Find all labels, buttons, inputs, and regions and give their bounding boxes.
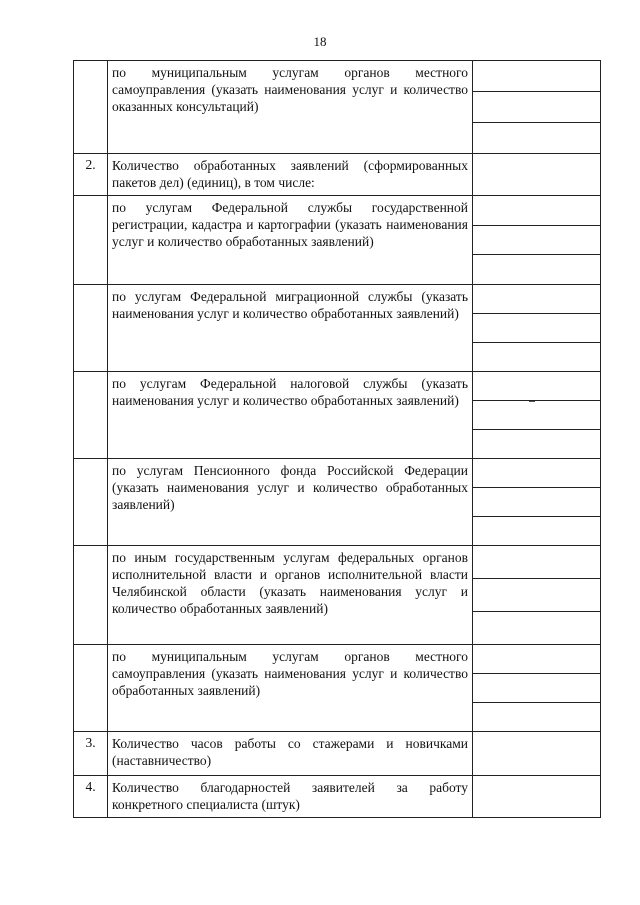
row-number bbox=[74, 196, 108, 285]
table-row bbox=[74, 645, 601, 732]
value-cell[interactable] bbox=[473, 546, 601, 645]
row-number bbox=[74, 372, 108, 459]
row-number bbox=[74, 645, 108, 732]
row-number bbox=[74, 459, 108, 546]
row-label: Количество благодарностей заявителей за работу конкретного специалиста (штук) bbox=[108, 776, 473, 818]
value-cell[interactable] bbox=[473, 372, 601, 459]
page-number: 18 bbox=[313, 34, 327, 49]
table-row bbox=[74, 546, 601, 645]
table-row bbox=[74, 61, 601, 154]
value-cell[interactable] bbox=[473, 154, 601, 196]
row-label: по муниципальным услугам органов местного самоуправления (указать наименования услуг и количество обработанных заявлений) bbox=[108, 645, 473, 732]
row-label: по муниципальным услугам органов местного самоуправления (указать наименования услуг и количество оказанных консультаций) bbox=[108, 61, 473, 154]
value-cell[interactable] bbox=[473, 196, 601, 285]
row-number bbox=[74, 61, 108, 154]
table-row bbox=[74, 372, 601, 459]
row-number bbox=[74, 546, 108, 645]
row-number: 4. bbox=[74, 776, 108, 818]
table-row bbox=[74, 154, 601, 196]
table-row bbox=[74, 776, 601, 818]
value-cell[interactable] bbox=[473, 776, 601, 818]
row-label: по услугам Федеральной налоговой службы (указать наименования услуг и количество обработанных заявлений) bbox=[108, 372, 473, 459]
table-row bbox=[74, 732, 601, 776]
value-cell[interactable] bbox=[473, 645, 601, 732]
row-label: по иным государственным услугам федеральных органов исполнительной власти и органов исполнительной власти Челябинской области (указать наименования услуг и количество обработанных заявлений) bbox=[108, 546, 473, 645]
row-label: по услугам Федеральной службы государственной регистрации, кадастра и картографии (указать наименования услуг и количество обработанных заявлений) bbox=[108, 196, 473, 285]
table-row bbox=[74, 459, 601, 546]
value-cell[interactable] bbox=[473, 732, 601, 776]
stray-dash-mark bbox=[529, 401, 535, 402]
row-number: 2. bbox=[74, 154, 108, 196]
row-label: Количество часов работы со стажерами и новичками (наставничество) bbox=[108, 732, 473, 776]
value-cell[interactable] bbox=[473, 285, 601, 372]
table-row bbox=[74, 196, 601, 285]
row-label: по услугам Федеральной миграционной службы (указать наименования услуг и количество обработанных заявлений) bbox=[108, 285, 473, 372]
row-label: по услугам Пенсионного фонда Российской Федерации (указать наименования услуг и количество обработанных заявлений) bbox=[108, 459, 473, 546]
row-number bbox=[74, 285, 108, 372]
table-row bbox=[74, 285, 601, 372]
row-label: Количество обработанных заявлений (сформированных пакетов дел) (единиц), в том числе: bbox=[108, 154, 473, 196]
value-cell[interactable] bbox=[473, 61, 601, 154]
row-number: 3. bbox=[74, 732, 108, 776]
value-cell[interactable] bbox=[473, 459, 601, 546]
report-table bbox=[73, 60, 601, 818]
